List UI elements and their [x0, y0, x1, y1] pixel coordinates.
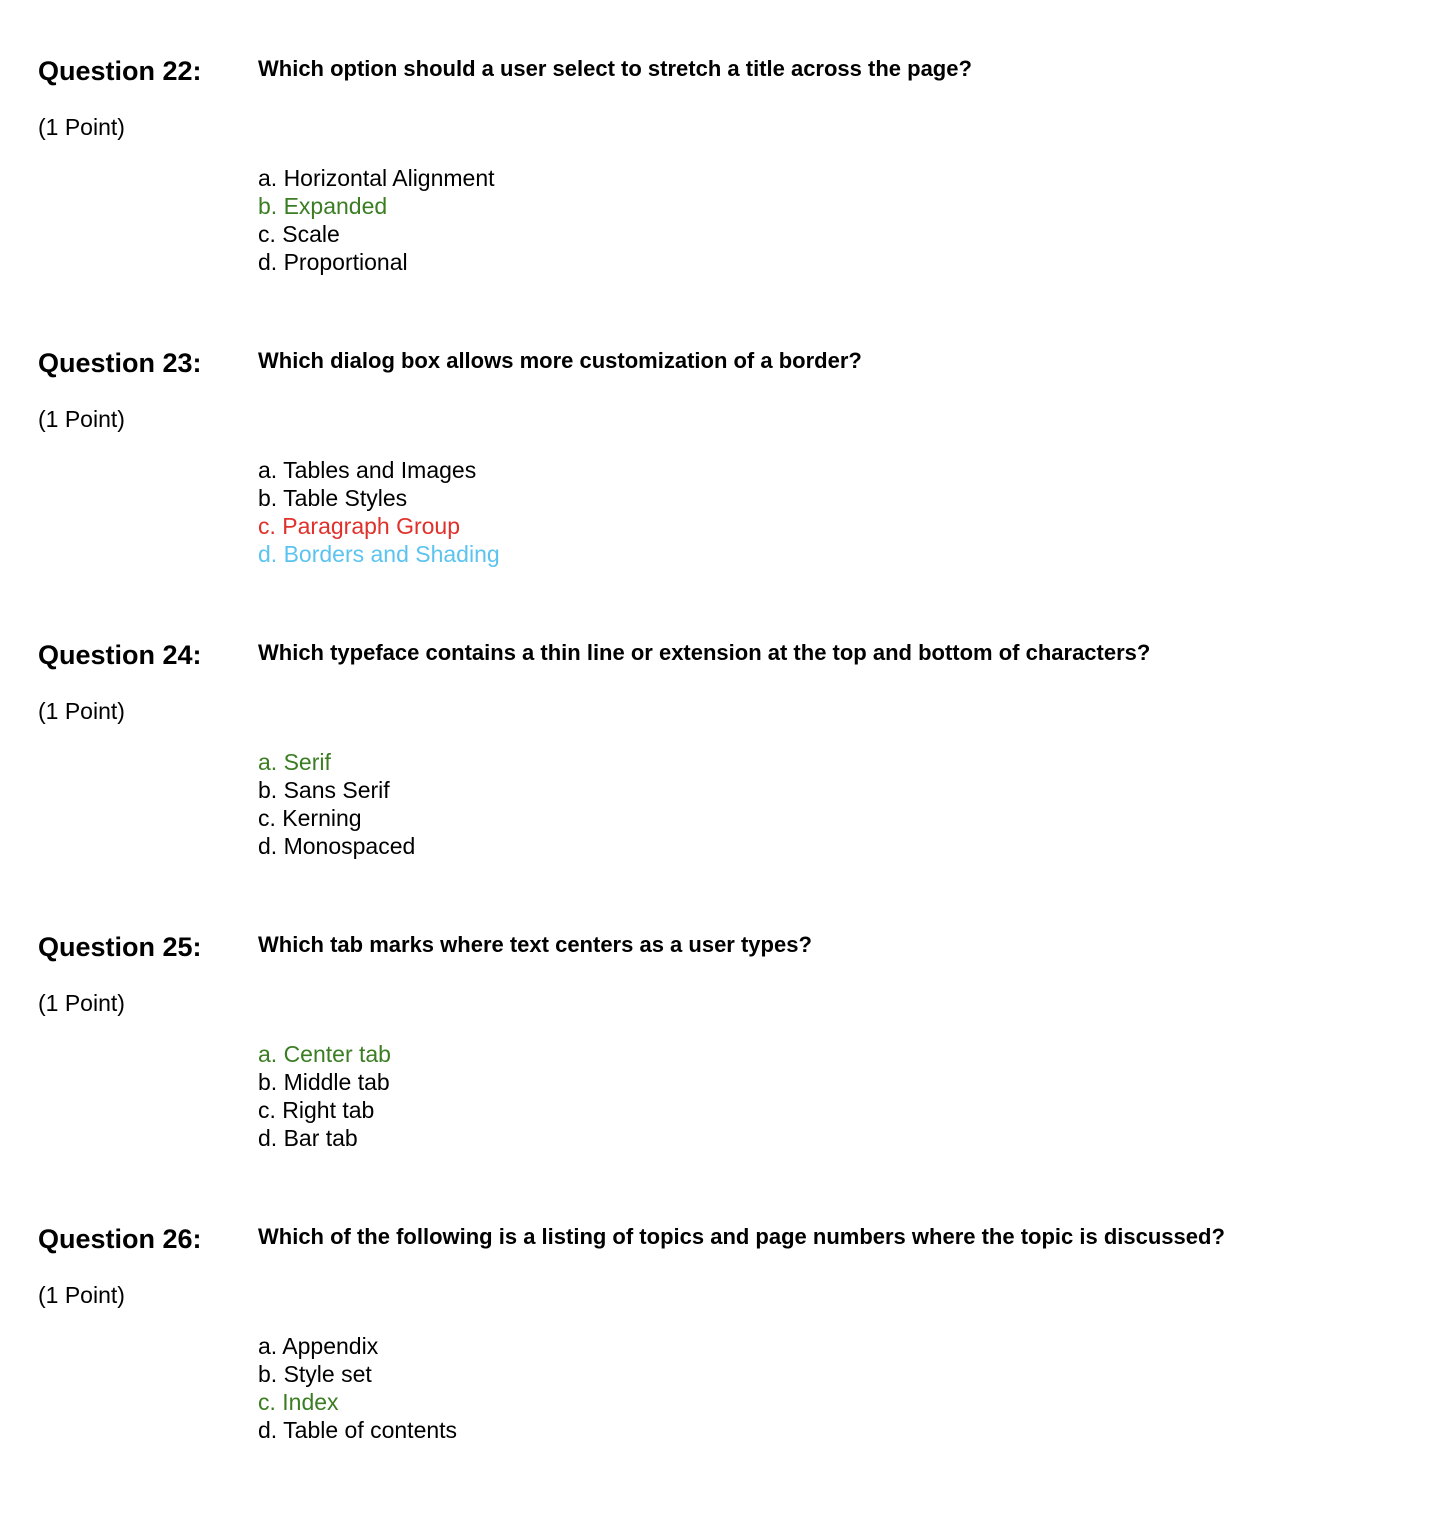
- answer-option[interactable]: c. Paragraph Group: [258, 513, 461, 539]
- answer-option[interactable]: b. Sans Serif: [258, 777, 390, 803]
- question-number: Question 24:: [38, 640, 202, 670]
- question-number: Question 25:: [38, 932, 202, 962]
- answer-option[interactable]: d. Borders and Shading: [258, 541, 500, 567]
- answer-options: [258, 1040, 391, 1152]
- answer-option[interactable]: d. Bar tab: [258, 1125, 358, 1151]
- answer-option[interactable]: d. Table of contents: [258, 1417, 458, 1443]
- question-points: (1 Point): [38, 1282, 125, 1308]
- question: [0, 346, 1440, 638]
- answer-option[interactable]: d. Monospaced: [258, 833, 416, 859]
- answer-option[interactable]: a. Appendix: [258, 1333, 379, 1359]
- answer-option[interactable]: c. Right tab: [258, 1097, 375, 1123]
- question-text: Which option should a user select to stretch a title across the page?: [258, 56, 972, 81]
- question-number: Question 22:: [38, 56, 202, 86]
- answer-option[interactable]: a. Center tab: [258, 1041, 391, 1067]
- answer-option[interactable]: c. Scale: [258, 221, 340, 247]
- answer-options: [258, 456, 500, 568]
- question-number: Question 26:: [38, 1224, 202, 1254]
- question-number: Question 23:: [38, 348, 202, 378]
- answer-option[interactable]: c. Index: [258, 1389, 339, 1415]
- question: [0, 1222, 1440, 1514]
- question-points: (1 Point): [38, 698, 125, 724]
- answer-options: [258, 164, 495, 276]
- question: [0, 54, 1440, 346]
- question-points: (1 Point): [38, 114, 125, 140]
- question: [0, 638, 1440, 930]
- answer-option[interactable]: c. Kerning: [258, 805, 362, 831]
- question: [0, 930, 1440, 1222]
- answer-options: [258, 748, 415, 860]
- question-points: (1 Point): [38, 406, 125, 432]
- answer-option[interactable]: d. Proportional: [258, 249, 408, 275]
- answer-option[interactable]: a. Horizontal Alignment: [258, 165, 495, 191]
- question-text: Which typeface contains a thin line or extension at the top and bottom of characters?: [258, 640, 1151, 665]
- question-text: Which tab marks where text centers as a user types?: [258, 932, 812, 957]
- question-points: (1 Point): [38, 990, 125, 1016]
- answer-option[interactable]: a. Serif: [258, 749, 331, 775]
- question-text: Which dialog box allows more customization of a border?: [258, 348, 862, 373]
- answer-option[interactable]: b. Style set: [258, 1361, 372, 1387]
- answer-option[interactable]: a. Tables and Images: [258, 457, 477, 483]
- question-text: Which of the following is a listing of topics and page numbers where the topic is discussed?: [258, 1224, 1225, 1249]
- answer-option[interactable]: b. Table Styles: [258, 485, 408, 511]
- answer-option[interactable]: b. Middle tab: [258, 1069, 390, 1095]
- answer-options: [258, 1332, 457, 1444]
- answer-option[interactable]: b. Expanded: [258, 193, 388, 219]
